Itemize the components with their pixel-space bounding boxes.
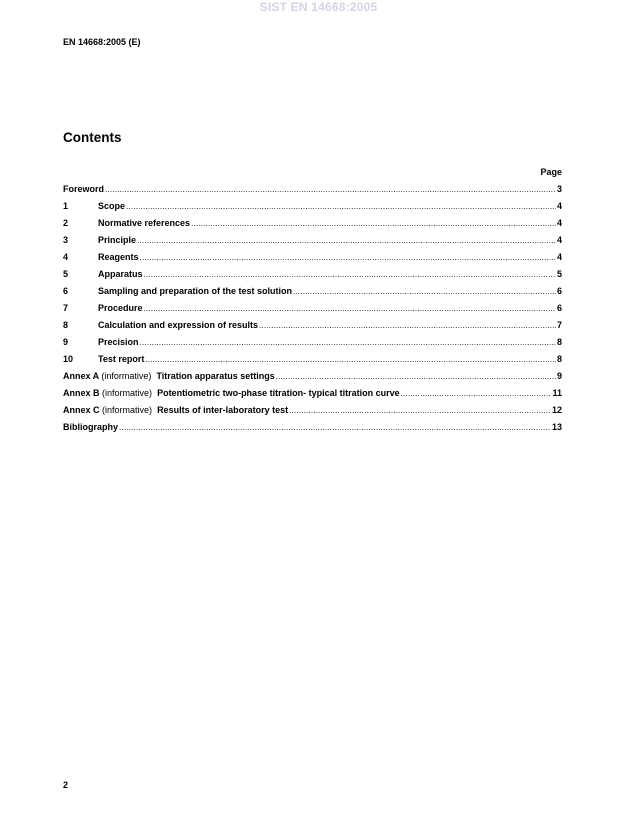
toc-entry-title: Scope	[98, 201, 126, 211]
toc-entry-apparatus[interactable]	[63, 269, 562, 286]
toc-entry-page: 12	[551, 405, 562, 415]
toc-entry-number: 2	[63, 218, 69, 228]
toc-entry-number: 9	[63, 337, 69, 347]
toc-entry-page: 6	[556, 303, 562, 313]
toc-entry-precision[interactable]	[63, 337, 562, 354]
table-of-contents	[63, 184, 562, 439]
toc-entry-page: 9	[556, 371, 562, 381]
toc-entry-sampling[interactable]	[63, 286, 562, 303]
toc-leader-dots	[144, 304, 556, 313]
toc-entry-title: Normative references	[98, 218, 191, 228]
toc-entry-page: 5	[556, 269, 562, 279]
toc-entry-page: 8	[556, 337, 562, 347]
toc-entry-foreword[interactable]	[63, 184, 562, 201]
toc-entry-page: 4	[556, 235, 562, 245]
toc-entry-test-report[interactable]	[63, 354, 562, 371]
toc-entry-normative-references[interactable]	[63, 218, 562, 235]
toc-entry-annex-a[interactable]	[63, 371, 562, 388]
toc-entry-title: Annex A (informative) Titration apparatus settings	[63, 371, 275, 381]
toc-entry-procedure[interactable]	[63, 303, 562, 320]
toc-entry-number: 8	[63, 320, 69, 330]
toc-entry-title: Annex C (informative) Results of inter-laboratory test	[63, 405, 289, 415]
toc-leader-dots	[126, 202, 556, 211]
toc-leader-dots	[145, 355, 556, 364]
toc-entry-title: Sampling and preparation of the test solution	[98, 286, 293, 296]
toc-entry-number: 10	[63, 354, 74, 364]
toc-entry-number: 3	[63, 235, 69, 245]
page-column-label: Page	[540, 167, 562, 177]
toc-entry-annex-c[interactable]	[63, 405, 562, 422]
toc-leader-dots	[105, 185, 556, 194]
toc-leader-dots	[119, 423, 551, 432]
toc-entry-title: Reagents	[98, 252, 139, 262]
toc-entry-scope[interactable]	[63, 201, 562, 218]
toc-entry-number: 4	[63, 252, 69, 262]
toc-leader-dots	[289, 406, 551, 415]
toc-entry-title: Foreword	[63, 184, 105, 194]
toc-leader-dots	[293, 287, 556, 296]
toc-leader-dots	[140, 253, 556, 262]
toc-entry-page: 4	[556, 252, 562, 262]
toc-leader-dots	[140, 338, 556, 347]
toc-entry-annex-b[interactable]	[63, 388, 562, 405]
toc-entry-title: Bibliography	[63, 422, 119, 432]
toc-entry-title: Procedure	[98, 303, 143, 313]
toc-leader-dots	[276, 372, 556, 381]
toc-entry-calculation[interactable]	[63, 320, 562, 337]
watermark: SIST EN 14668:2005	[259, 0, 378, 14]
toc-entry-page: 8	[556, 354, 562, 364]
toc-entry-page: 13	[551, 422, 562, 432]
toc-entry-bibliography[interactable]	[63, 422, 562, 439]
toc-leader-dots	[401, 389, 552, 398]
toc-entry-number: 7	[63, 303, 69, 313]
toc-entry-page: 4	[556, 201, 562, 211]
page-title: Contents	[63, 130, 122, 145]
toc-entry-title: Test report	[98, 354, 145, 364]
toc-entry-number: 5	[63, 269, 69, 279]
toc-leader-dots	[191, 219, 556, 228]
toc-entry-title: Apparatus	[98, 269, 143, 279]
toc-entry-reagents[interactable]	[63, 252, 562, 269]
toc-entry-principle[interactable]	[63, 235, 562, 252]
toc-entry-page: 11	[552, 388, 562, 398]
document-id: EN 14668:2005 (E)	[63, 37, 141, 47]
toc-entry-page: 4	[556, 218, 562, 228]
toc-leader-dots	[144, 270, 556, 279]
toc-entry-number: 1	[63, 201, 69, 211]
toc-entry-page: 6	[556, 286, 562, 296]
toc-entry-number: 6	[63, 286, 69, 296]
toc-entry-title: Calculation and expression of results	[98, 320, 259, 330]
toc-leader-dots	[137, 236, 556, 245]
page-number: 2	[63, 780, 69, 790]
toc-entry-title: Precision	[98, 337, 139, 347]
toc-entry-title: Principle	[98, 235, 137, 245]
toc-entry-title: Annex B (informative) Potentiometric two-phase titration- typical titration curve	[63, 388, 400, 398]
toc-leader-dots	[259, 321, 556, 330]
toc-entry-page: 3	[556, 184, 562, 194]
toc-entry-page: 7	[556, 320, 562, 330]
